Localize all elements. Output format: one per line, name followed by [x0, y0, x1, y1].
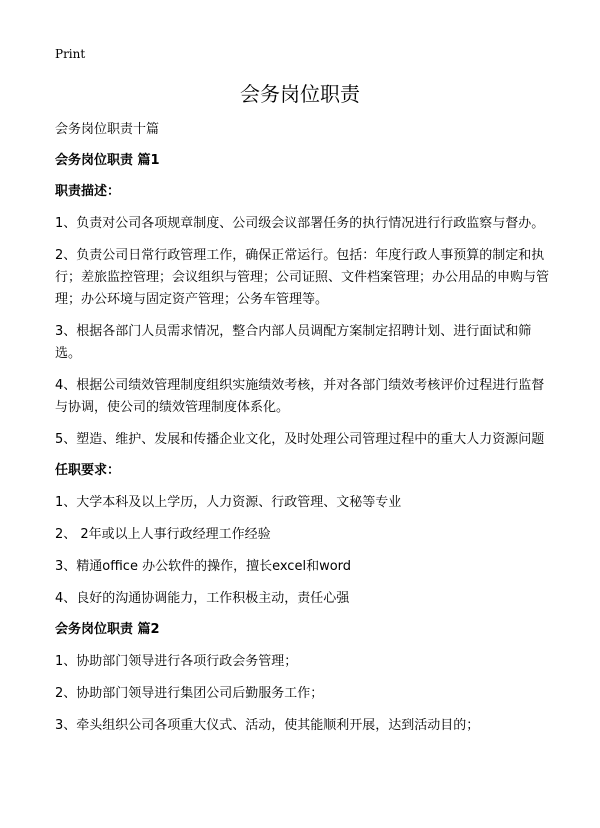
section2-duty-item-1: 1、协助部门领导进行各项行政会务管理；: [55, 654, 298, 669]
page-title: 会务岗位职责: [240, 82, 360, 106]
requirement-item-3: 3、精通office 办公软件的操作，擅长excel和word: [55, 559, 352, 574]
section-1-title: 会务岗位职责 篇1: [55, 153, 160, 168]
requirement-heading: 任职要求：: [55, 463, 121, 478]
duty-heading: 职责描述：: [55, 184, 121, 199]
duty-item-2: 2、负责公司日常行政管理工作，确保正常运行。包括：年度行政人事预算的制定和执行；差旅监控管理；会议组织与管理；公司证照、文件档案管理；办公用品的申购与管理；办公环境与固定资产管理；公务车管理等。: [55, 248, 550, 307]
duty-item-1: 1、负责对公司各项规章制度、公司级会议部署任务的执行情况进行行政监察与督办。: [55, 216, 545, 231]
document-body: [55, 114, 555, 737]
print-link[interactable]: Print: [55, 47, 86, 61]
section-2-title: 会务岗位职责 篇2: [55, 622, 160, 637]
duty-item-4: 4、根据公司绩效管理制度组织实施绩效考核，并对各部门绩效考核评价过程进行监督与协调，使公司的绩效管理制度体系化。: [55, 378, 545, 415]
intro-text: 会务岗位职责十篇: [55, 122, 160, 137]
requirement-item-1: 1、大学本科及以上学历，人力资源、行政管理、文秘等专业: [55, 495, 402, 510]
requirement-item-2: 2、 2年或以上人事行政经理工作经验: [55, 527, 271, 542]
requirement-item-4: 4、良好的沟通协调能力，工作积极主动，责任心强: [55, 591, 350, 606]
duty-item-3: 3、根据各部门人员需求情况，整合内部人员调配方案制定招聘计划、进行面试和筛选。: [55, 324, 532, 361]
section2-duty-item-2: 2、协助部门领导进行集团公司后勤服务工作；: [55, 686, 324, 701]
duty-item-5: 5、塑造、维护、发展和传播企业文化，及时处理公司管理过程中的重大人力资源问题: [55, 432, 545, 447]
section2-duty-item-3: 3、牵头组织公司各项重大仪式、活动，使其能顺利开展，达到活动目的；: [55, 718, 480, 733]
